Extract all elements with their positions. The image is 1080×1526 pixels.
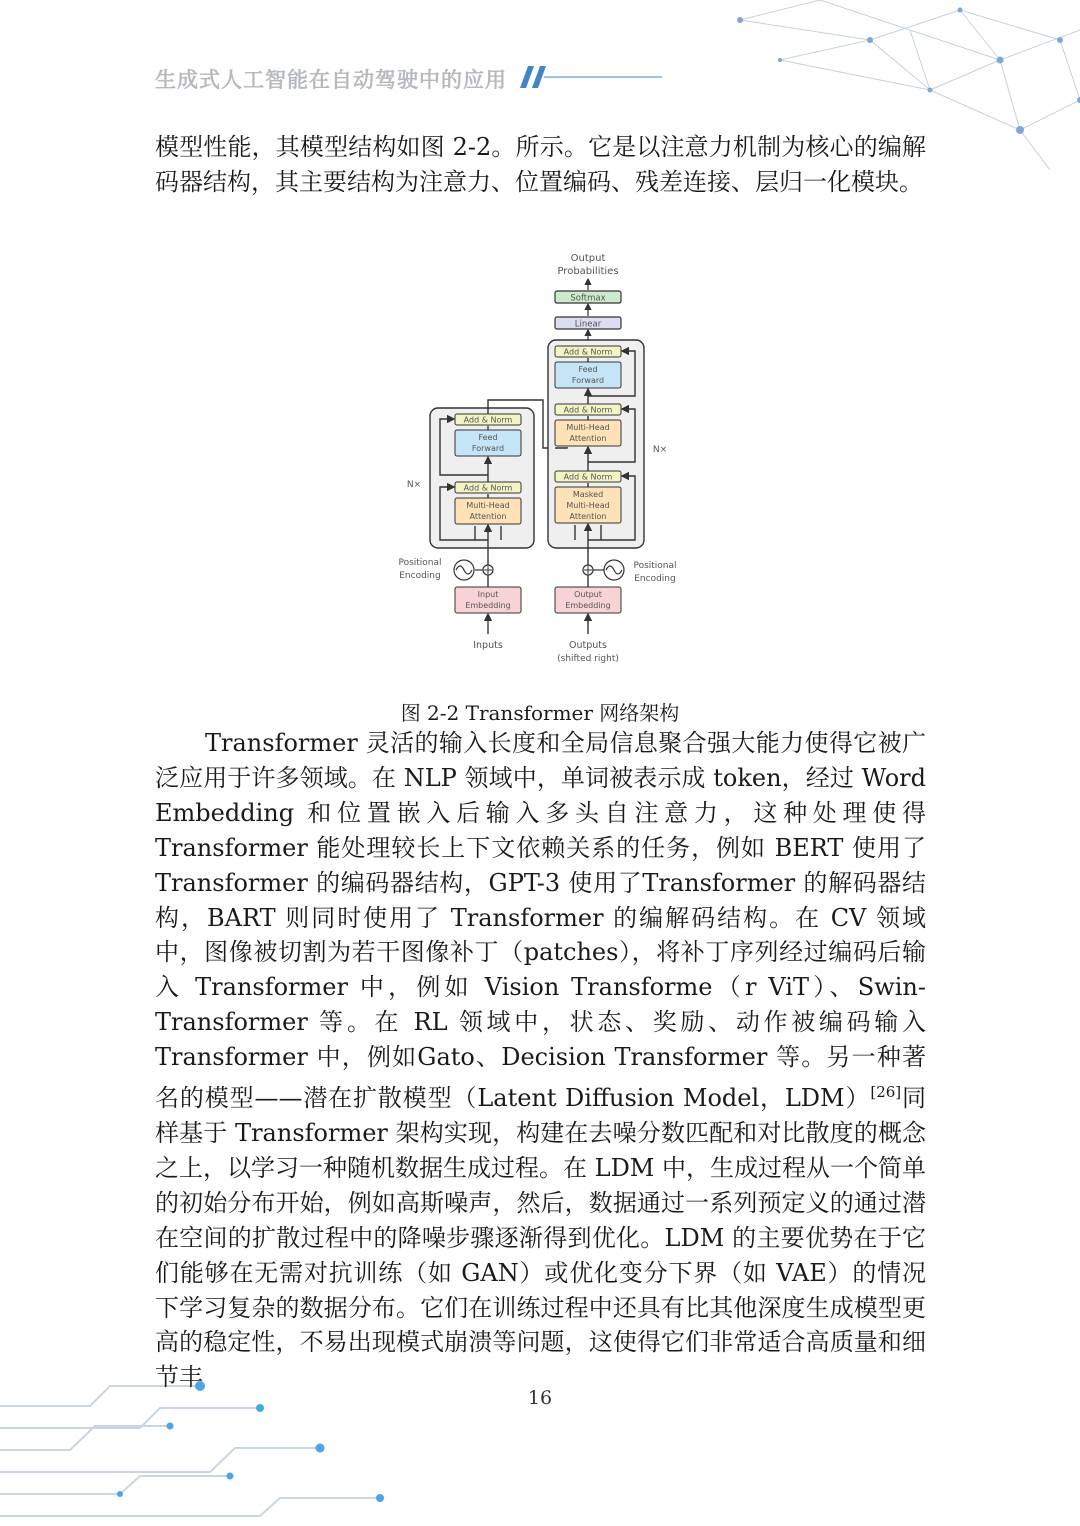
decoder-nx-label: N×	[652, 445, 668, 455]
linear-label: Linear	[574, 319, 602, 330]
output-embedding-label-1: Output	[574, 590, 602, 599]
paragraph-intro: 模型性能，其模型结构如图 2-2。所示。它是以注意力机制为核心的编解码器结构，其主要结构为注意力、位置编码、残差连接、层归一化模块。	[155, 133, 926, 196]
decoder-mha-label-1: Multi-Head	[566, 423, 610, 432]
encoder-positional-label-2: Encoding	[399, 571, 441, 581]
transformer-architecture-figure	[395, 250, 685, 670]
output-probabilities-label: Output	[570, 253, 606, 264]
decoder-masked-mha-label: Multi-Head	[566, 501, 610, 510]
paragraph-part-1: Transformer 灵活的输入长度和全局信息聚合强大能力使得它被广泛应用于许多领域。在 NLP 领域中，单词被表示成 token，经过 Word Embedding 和位置嵌入后输入多头自注意力，这种处理使得 Transformer 能处理较长上下文依赖关系的任务，例如 BERT 使用了 Transformer 的编码器结构，GPT-3 使用了Transformer 的解码器结构，BART 则同时使用了 Transformer 的编解码结构。在 CV 领域中，图像被切割为若干图像补丁（patches），将补丁序列经过编码后输入 Transformer 中，例如 Vision Transforme（r ViT）、Swin-Transformer 等。在 RL 领域中，状态、奖励、动作被编码输入 Transformer 中，例如Gato、Decision Transformer 等。另一种著名的模型——潜在扩散模型（Latent Diffusion Model，LDM）	[155, 729, 926, 1113]
decoder-add-norm-3-label: Add & Norm	[563, 472, 613, 482]
output-probabilities-label-2: Probabilities	[557, 266, 619, 277]
citation-26: [26]	[870, 1083, 902, 1102]
decoder-add-norm-1-label: Add & Norm	[563, 347, 613, 357]
paragraph-part-2: 同样基于 Transformer 架构实现，构建在去噪分数匹配和对比散度的概念之上，以学习一种随机数据生成过程。在 LDM 中，生成过程从一个简单的初始分布开始，例如高斯噪声，然后，数据通过一系列预定义的通过潜在空间的扩散过程中的降噪步骤逐渐得到优化。LDM 的主要优势在于它们能够在无需对抗训练（如 GAN）或优化变分下界（如 VAE）的情况下学习复杂的数据分布。它们在训练过程中还具有比其他深度生成模型更高的稳定性，不易出现模式崩溃等问题，这使得它们非常适合高质量和细节丰	[155, 1084, 927, 1392]
encoder-feed-forward-label-2: Forward	[471, 444, 505, 453]
outputs-shifted-label: (shifted right)	[557, 654, 619, 664]
paragraph-transformer-applications	[155, 726, 926, 1395]
encoder-mha-label-2: Attention	[469, 512, 507, 521]
outputs-label: Outputs	[569, 640, 607, 651]
decoder-masked-label: Masked	[572, 490, 604, 499]
page-number: 16	[527, 1387, 553, 1409]
output-embedding-label-2: Embedding	[565, 601, 611, 610]
running-header: 生成式人工智能在自动驾驶中的应用	[155, 68, 507, 92]
encoder-mha-label-1: Multi-Head	[466, 501, 510, 510]
encoder-add-norm-bottom-label: Add & Norm	[463, 483, 513, 493]
decoder-positional-label: Positional	[633, 561, 677, 571]
decoder-positional-label-2: Encoding	[634, 574, 676, 584]
softmax-label: Softmax	[570, 293, 606, 304]
encoder-positional-label: Positional	[398, 558, 442, 568]
input-embedding-label-1: Input	[477, 590, 499, 599]
input-embedding-label-2: Embedding	[465, 601, 511, 610]
decoder-feed-forward-label-1: Feed	[578, 365, 598, 374]
encoder-add-norm-top-label: Add & Norm	[463, 415, 513, 425]
decoder-add-norm-2-label: Add & Norm	[563, 405, 613, 415]
decoder-feed-forward-label-2: Forward	[571, 376, 605, 385]
decoder-mha-label-2: Attention	[569, 434, 607, 443]
encoder-stack	[430, 408, 534, 548]
inputs-label: Inputs	[473, 640, 503, 651]
encoder-feed-forward-label-1: Feed	[478, 433, 498, 442]
encoder-nx-label: N×	[406, 480, 422, 490]
header-accent-stripes	[512, 64, 662, 92]
decoder-masked-attention-label: Attention	[569, 512, 607, 521]
figure-caption: 图 2-2 Transformer 网络架构	[400, 701, 680, 725]
